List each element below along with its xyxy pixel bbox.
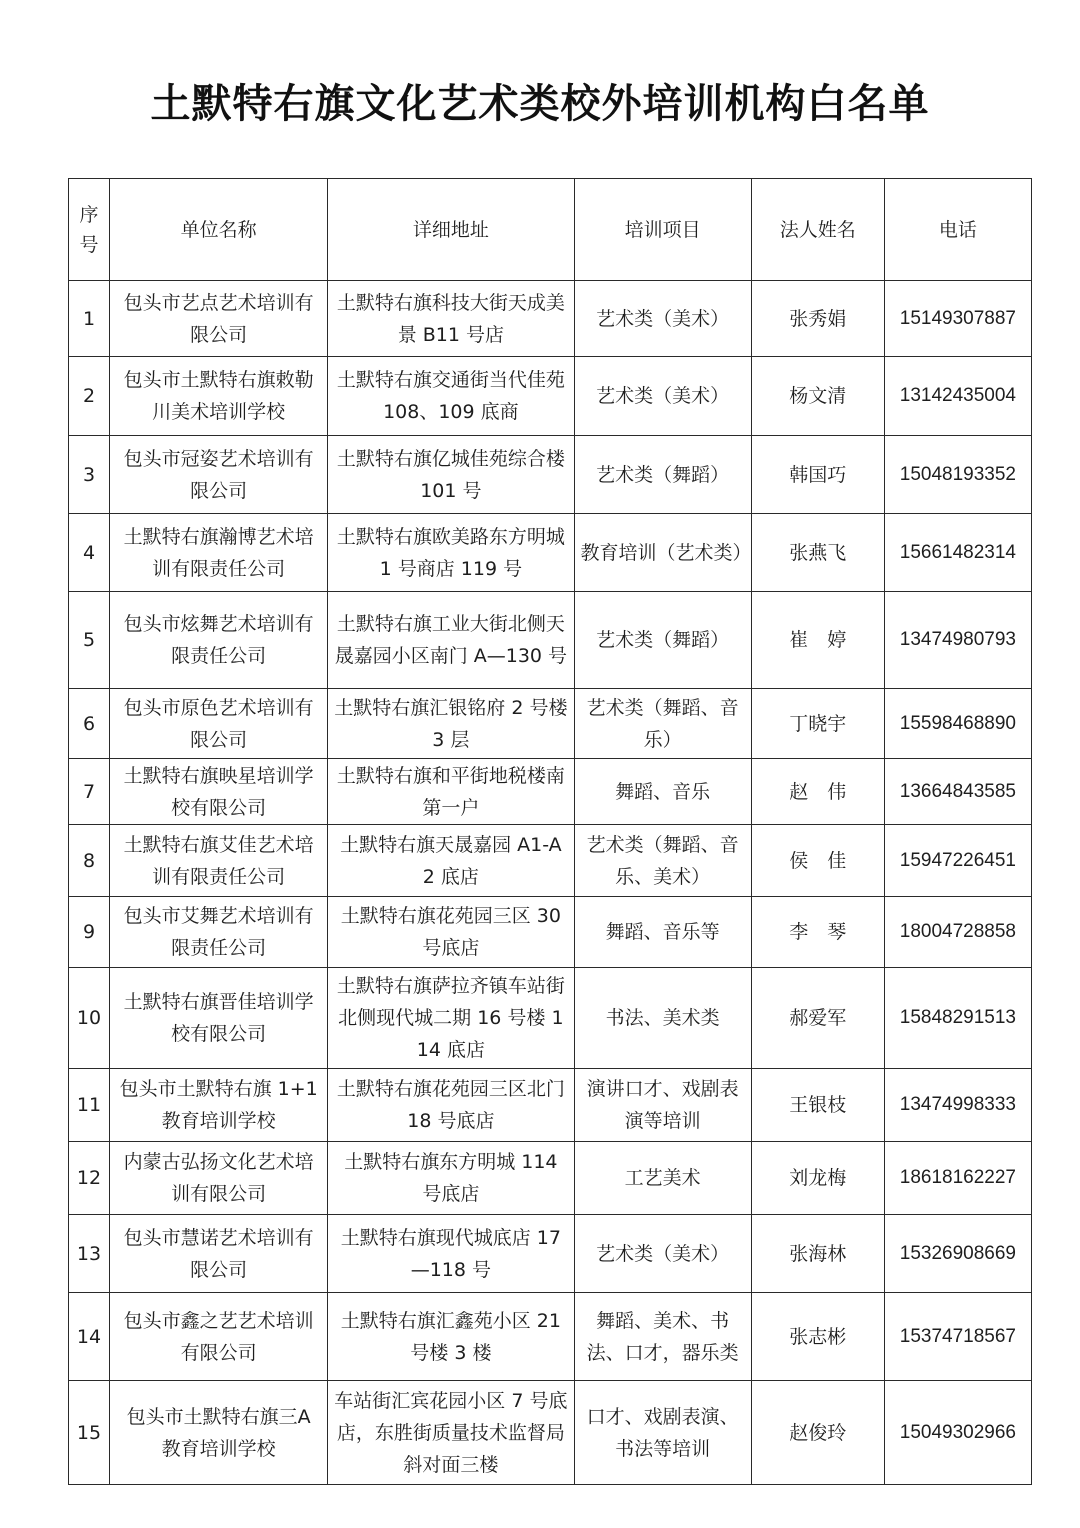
cell-name: 土默特右旗瀚博艺术培训有限责任公司 [110, 514, 328, 592]
cell-index: 13 [69, 1215, 110, 1293]
cell-name: 包头市土默特右旗三A 教育培训学校 [110, 1381, 328, 1485]
table-row [69, 825, 1032, 897]
cell-project: 书法、美术类 [574, 968, 751, 1069]
cell-project: 艺术类（美术） [574, 357, 751, 436]
document-title: 土默特右旗文化艺术类校外培训机构白名单 [150, 81, 930, 127]
cell-name: 包头市土默特右旗 1+1 教育培训学校 [110, 1069, 328, 1142]
cell-index: 1 [69, 281, 110, 357]
cell-project: 教育培训（艺术类） [574, 514, 751, 592]
cell-name: 内蒙古弘扬文化艺术培训有限公司 [110, 1142, 328, 1215]
cell-person: 张燕飞 [751, 514, 884, 592]
cell-name: 土默特右旗晋佳培训学校有限公司 [110, 968, 328, 1069]
cell-phone: 15048193352 [884, 436, 1031, 514]
cell-address: 土默特右旗交通街当代佳苑 108、109 底商 [328, 357, 574, 436]
table-row [69, 281, 1032, 357]
cell-person: 刘龙梅 [751, 1142, 884, 1215]
header-name: 单位名称 [110, 179, 328, 281]
header-phone: 电话 [884, 179, 1031, 281]
cell-address: 土默特右旗天晟嘉园 A1-A2 底店 [328, 825, 574, 897]
cell-address: 土默特右旗现代城底店 17—118 号 [328, 1215, 574, 1293]
cell-index: 5 [69, 592, 110, 689]
cell-address: 车站街汇宾花园小区 7 号底店，东胜街质量技术监督局斜对面三楼 [328, 1381, 574, 1485]
cell-name: 包头市鑫之艺艺术培训有限公司 [110, 1293, 328, 1381]
cell-address: 土默特右旗亿城佳苑综合楼 101 号 [328, 436, 574, 514]
cell-address: 土默特右旗东方明城 114 号底店 [328, 1142, 574, 1215]
cell-project: 艺术类（舞蹈、音乐、美术） [574, 825, 751, 897]
table-row [69, 1381, 1032, 1485]
cell-name: 包头市冠姿艺术培训有限公司 [110, 436, 328, 514]
cell-project: 艺术类（美术） [574, 1215, 751, 1293]
cell-name: 包头市慧诺艺术培训有限公司 [110, 1215, 328, 1293]
cell-name: 包头市原色艺术培训有限公司 [110, 689, 328, 759]
cell-index: 15 [69, 1381, 110, 1485]
cell-project: 口才、戏剧表演、书法等培训 [574, 1381, 751, 1485]
table-row [69, 357, 1032, 436]
cell-phone: 13664843585 [884, 759, 1031, 825]
table-row [69, 436, 1032, 514]
cell-index: 6 [69, 689, 110, 759]
cell-phone: 15848291513 [884, 968, 1031, 1069]
cell-index: 4 [69, 514, 110, 592]
cell-address: 土默特右旗萨拉齐镇车站街北侧现代城二期 16 号楼 114 底店 [328, 968, 574, 1069]
cell-name: 包头市土默特右旗敕勒川美术培训学校 [110, 357, 328, 436]
table-row [69, 1215, 1032, 1293]
cell-phone: 15598468890 [884, 689, 1031, 759]
cell-index: 14 [69, 1293, 110, 1381]
cell-address: 土默特右旗工业大街北侧天晟嘉园小区南门 A—130 号 [328, 592, 574, 689]
cell-person: 张志彬 [751, 1293, 884, 1381]
cell-project: 舞蹈、音乐 [574, 759, 751, 825]
cell-project: 艺术类（美术） [574, 281, 751, 357]
cell-index: 9 [69, 897, 110, 968]
cell-person: 崔 婷 [751, 592, 884, 689]
cell-person: 韩国巧 [751, 436, 884, 514]
cell-project: 艺术类（舞蹈、音乐） [574, 689, 751, 759]
table-row [69, 592, 1032, 689]
cell-phone: 15374718567 [884, 1293, 1031, 1381]
table-row [69, 1293, 1032, 1381]
table-row [69, 968, 1032, 1069]
cell-name: 包头市炫舞艺术培训有限责任公司 [110, 592, 328, 689]
cell-phone: 13474980793 [884, 592, 1031, 689]
cell-address: 土默特右旗和平街地税楼南第一户 [328, 759, 574, 825]
cell-project: 演讲口才、戏剧表演等培训 [574, 1069, 751, 1142]
table-header-row [69, 179, 1032, 281]
table-body [69, 281, 1032, 1485]
cell-index: 8 [69, 825, 110, 897]
cell-person: 赵俊玲 [751, 1381, 884, 1485]
cell-person: 张秀娟 [751, 281, 884, 357]
cell-name: 土默特右旗映星培训学校有限公司 [110, 759, 328, 825]
header-person: 法人姓名 [751, 179, 884, 281]
cell-index: 7 [69, 759, 110, 825]
cell-address: 土默特右旗汇银铭府 2 号楼 3 层 [328, 689, 574, 759]
cell-phone: 15049302966 [884, 1381, 1031, 1485]
cell-index: 3 [69, 436, 110, 514]
cell-index: 10 [69, 968, 110, 1069]
header-address: 详细地址 [328, 179, 574, 281]
cell-index: 11 [69, 1069, 110, 1142]
cell-name: 包头市艺点艺术培训有限公司 [110, 281, 328, 357]
cell-project: 舞蹈、音乐等 [574, 897, 751, 968]
header-project: 培训项目 [574, 179, 751, 281]
cell-address: 土默特右旗花苑园三区 30 号底店 [328, 897, 574, 968]
table-row [69, 689, 1032, 759]
cell-phone: 13142435004 [884, 357, 1031, 436]
cell-address: 土默特右旗欧美路东方明城 1 号商店 119 号 [328, 514, 574, 592]
table-row [69, 514, 1032, 592]
cell-person: 赵 伟 [751, 759, 884, 825]
cell-person: 丁晓宇 [751, 689, 884, 759]
cell-name: 土默特右旗艾佳艺术培训有限责任公司 [110, 825, 328, 897]
cell-person: 杨文清 [751, 357, 884, 436]
cell-phone: 15661482314 [884, 514, 1031, 592]
cell-phone: 15326908669 [884, 1215, 1031, 1293]
cell-project: 艺术类（舞蹈） [574, 436, 751, 514]
table-row [69, 759, 1032, 825]
cell-phone: 18004728858 [884, 897, 1031, 968]
whitelist-table [68, 178, 1032, 1485]
cell-person: 张海林 [751, 1215, 884, 1293]
table-row [69, 1142, 1032, 1215]
cell-name: 包头市艾舞艺术培训有限责任公司 [110, 897, 328, 968]
cell-phone: 15947226451 [884, 825, 1031, 897]
cell-phone: 13474998333 [884, 1069, 1031, 1142]
cell-phone: 18618162227 [884, 1142, 1031, 1215]
cell-phone: 15149307887 [884, 281, 1031, 357]
cell-person: 王银枝 [751, 1069, 884, 1142]
cell-project: 舞蹈、美术、书法、口才，器乐类 [574, 1293, 751, 1381]
cell-person: 郝爱军 [751, 968, 884, 1069]
cell-project: 工艺美术 [574, 1142, 751, 1215]
cell-address: 土默特右旗科技大街天成美景 B11 号店 [328, 281, 574, 357]
cell-address: 土默特右旗花苑园三区北门 18 号底店 [328, 1069, 574, 1142]
cell-address: 土默特右旗汇鑫苑小区 21 号楼 3 楼 [328, 1293, 574, 1381]
cell-person: 李 琴 [751, 897, 884, 968]
table-row [69, 897, 1032, 968]
cell-index: 12 [69, 1142, 110, 1215]
cell-project: 艺术类（舞蹈） [574, 592, 751, 689]
cell-index: 2 [69, 357, 110, 436]
table-row [69, 1069, 1032, 1142]
header-index: 序号 [69, 179, 110, 281]
cell-person: 侯 佳 [751, 825, 884, 897]
